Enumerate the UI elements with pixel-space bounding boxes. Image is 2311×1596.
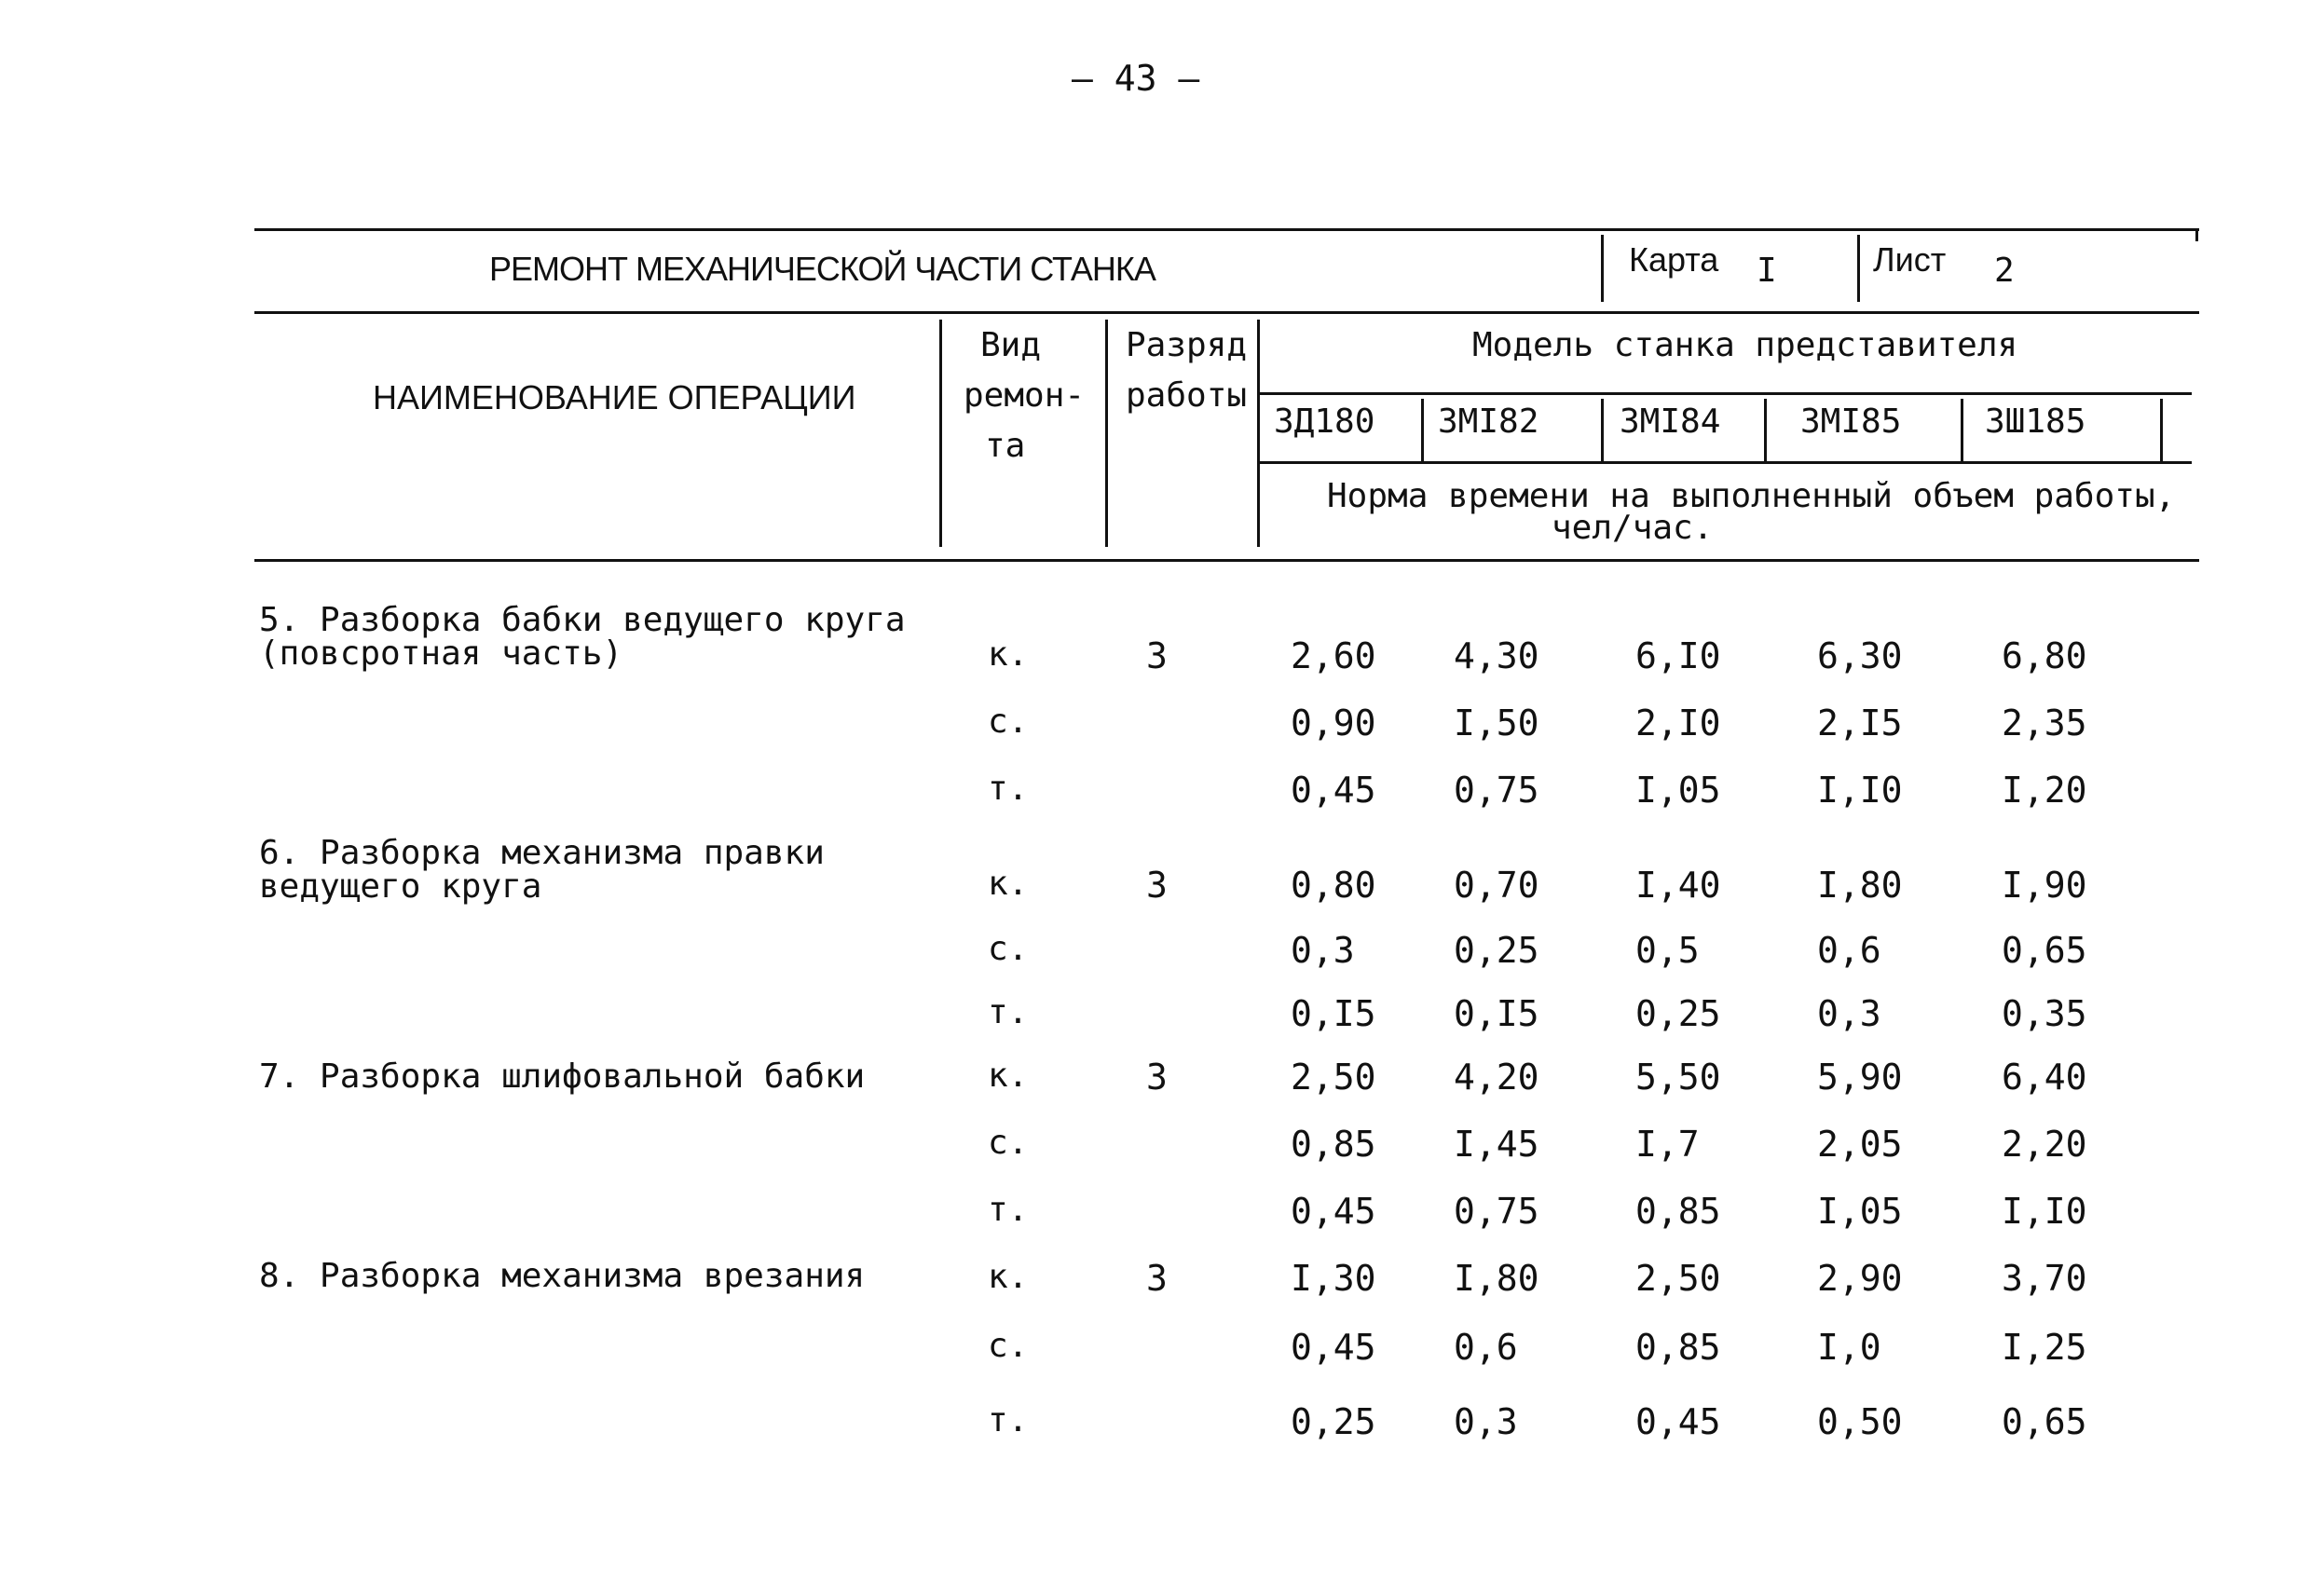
model-divider-4 [1961,399,1963,464]
operation-grade: 3 [1146,1057,1168,1098]
norm-value: I,0 [1817,1327,1881,1368]
norm-value: 0,5 [1635,930,1700,971]
norm-value: 0,70 [1454,865,1539,906]
model-row-rule [1260,461,2192,464]
operation-grade: 3 [1146,1258,1168,1299]
column-repair-type-line-3: та [985,427,1026,465]
model-divider-1 [1421,399,1424,464]
norm-value: 0,45 [1291,770,1376,811]
repair-kind: с. [988,1327,1029,1365]
norm-value: I,90 [2002,865,2087,906]
norm-value: 2,35 [2002,703,2087,743]
norm-value: 4,20 [1454,1057,1539,1098]
norm-value: 0,45 [1291,1191,1376,1232]
norm-value: 0,3 [1817,993,1881,1034]
page-number: – 43 – [1072,58,1200,99]
operation-name-line-1: 5. Разборка бабки ведущего круга [259,601,906,639]
norm-value: I,25 [2002,1327,2087,1368]
norm-value: I,05 [1817,1191,1903,1232]
model-divider-3 [1764,399,1767,464]
column-header-bottom-rule [254,559,2199,562]
model-divider-2 [1601,399,1604,464]
operation-name-line-2: ведущего круга [259,867,542,906]
norm-value: 2,50 [1291,1057,1376,1098]
sheet-value: 2 [1994,252,2015,290]
operation-name-line-1: 8. Разборка механизма врезания [259,1257,866,1295]
card-value: I [1757,252,1777,290]
norm-value: 6,I0 [1635,635,1721,676]
column-divider-grade [1257,320,1260,547]
norm-value: 5,90 [1817,1057,1903,1098]
column-divider-operation [939,320,942,547]
norm-value: 2,60 [1291,635,1376,676]
norm-value: I,40 [1635,865,1721,906]
norm-value: 0,25 [1635,993,1721,1034]
repair-kind: с. [988,703,1029,741]
norm-value: 0,I5 [1454,993,1539,1034]
norm-value: 0,45 [1291,1327,1376,1368]
norm-value: I,7 [1635,1124,1700,1165]
norm-value: 0,75 [1454,1191,1539,1232]
norm-value: 2,50 [1635,1258,1721,1299]
norm-value: 3,70 [2002,1258,2087,1299]
norm-value: I,I0 [1817,770,1903,811]
norm-value: 2,I5 [1817,703,1903,743]
column-grade-line-2: работы [1126,376,1248,415]
norm-value: 0,I5 [1291,993,1376,1034]
norm-value: 5,50 [1635,1057,1721,1098]
card-divider [1601,235,1604,302]
norm-value: 0,35 [2002,993,2087,1034]
norm-value: 0,3 [1454,1401,1518,1442]
norm-value: 0,50 [1817,1401,1903,1442]
norm-value: 0,6 [1454,1327,1518,1368]
norm-value: 0,80 [1291,865,1376,906]
norm-value: 0,85 [1635,1191,1721,1232]
norm-value: I,80 [1817,865,1903,906]
model-label-2: 3МI82 [1438,402,1539,441]
operation-name-line-1: 7. Разборка шлифовальной бабки [259,1057,866,1096]
repair-kind: т. [988,993,1029,1031]
repair-kind: т. [988,1401,1029,1439]
column-divider-repair [1105,320,1108,547]
norm-value: 0,6 [1817,930,1881,971]
repair-kind: к. [988,865,1029,903]
operation-name-line-1: 6. Разборка механизма правки [259,834,825,872]
repair-kind: с. [988,930,1029,968]
repair-kind: к. [988,1258,1029,1296]
model-divider-5 [2160,399,2163,464]
norm-value: 6,80 [2002,635,2087,676]
norm-value: 0,75 [1454,770,1539,811]
norm-label-line-2: чел/час. [1552,509,1714,547]
column-repair-type-line-2: ремон- [964,376,1086,415]
column-repair-type-line-1: Вид [980,326,1042,364]
model-label-5: 3Ш185 [1985,402,2086,441]
repair-kind: т. [988,770,1029,808]
operation-grade: 3 [1146,635,1168,676]
norm-value: 0,65 [2002,1401,2087,1442]
header-top-rule [254,228,2199,231]
model-group-label: Модель станка представителя [1472,326,2018,364]
model-label-3: 3МI84 [1620,402,1721,441]
norm-value: 0,85 [1291,1124,1376,1165]
model-label-4: 3МI85 [1800,402,1902,441]
norm-value: 0,90 [1291,703,1376,743]
norm-value: 0,85 [1635,1327,1721,1368]
repair-kind: с. [988,1124,1029,1162]
norm-value: I,50 [1454,703,1539,743]
header-bottom-rule [254,311,2199,314]
column-grade-line-1: Разряд [1126,326,1248,364]
header-right-tick [2195,228,2198,241]
norm-value: 2,20 [2002,1124,2087,1165]
operation-grade: 3 [1146,865,1168,906]
norm-value: 0,45 [1635,1401,1721,1442]
model-label-1: 3Д180 [1274,402,1375,441]
repair-kind: т. [988,1191,1029,1229]
norm-value: 0,25 [1454,930,1539,971]
repair-kind: к. [988,635,1029,674]
norm-label-line-1: Норма времени на выполненный объем работы, [1327,477,2176,515]
norm-value: 0,65 [2002,930,2087,971]
norm-value: 6,40 [2002,1057,2087,1098]
norm-value: 2,90 [1817,1258,1903,1299]
norm-value: 4,30 [1454,635,1539,676]
sheet-divider [1857,235,1860,302]
repair-kind: к. [988,1057,1029,1095]
norm-value: I,I0 [2002,1191,2087,1232]
column-operation-name: НАИМЕНОВАНИЕ ОПЕРАЦИИ [373,378,856,416]
operation-name-line-2: (повсротная часть) [259,634,623,673]
norm-value: 0,3 [1291,930,1355,971]
norm-value: 6,30 [1817,635,1903,676]
norm-value: I,20 [2002,770,2087,811]
norm-value: I,30 [1291,1258,1376,1299]
model-group-rule [1260,392,2192,395]
document-title: РЕМОНТ МЕХАНИЧЕСКОЙ ЧАСТИ СТАНКА [489,250,1156,288]
norm-value: I,05 [1635,770,1721,811]
norm-value: 0,25 [1291,1401,1376,1442]
norm-value: 2,I0 [1635,703,1721,743]
card-label: Карта [1629,240,1719,279]
norm-value: I,45 [1454,1124,1539,1165]
norm-value: 2,05 [1817,1124,1903,1165]
sheet-label: Лист [1873,240,1947,279]
norm-value: I,80 [1454,1258,1539,1299]
